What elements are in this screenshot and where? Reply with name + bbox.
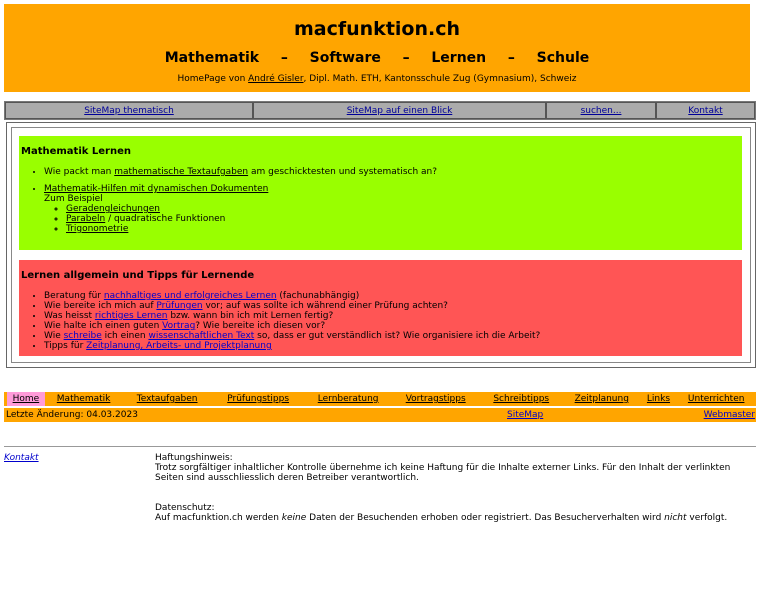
status-bar	[4, 408, 756, 422]
site-subtitle	[4, 74, 750, 84]
wissenschaftlicher-text-link[interactable]: wissenschaftlichen Text	[148, 331, 255, 341]
datenschutz-em-keine: keine	[281, 513, 307, 523]
example-list	[44, 204, 740, 234]
site-tagline: Mathematik – Software – Lernen – Schule	[164, 50, 590, 66]
parabeln-link[interactable]: Parabeln	[66, 214, 106, 224]
footer-contact-link[interactable]: Kontakt	[4, 453, 39, 463]
example-item-2	[66, 214, 740, 224]
textaufgaben-link[interactable]: mathematische Textaufgaben	[114, 167, 249, 177]
bottom-nav-pruefungstipps[interactable]: Prüfungstipps	[227, 394, 290, 404]
bottom-nav-vortragstipps[interactable]: Vortragstipps	[405, 394, 466, 404]
lernen-panel	[19, 260, 742, 356]
datenschutz-text	[155, 513, 735, 523]
top-navigation	[4, 101, 756, 120]
lernen-item-4-suffix: ? Wie bereite ich diesen vor?	[195, 321, 326, 331]
datenschutz-mid: Daten der Besuchenden erhoben oder registriert. Das Besucherverhalten wird	[306, 513, 665, 523]
datenschutz-em-nicht: nicht	[664, 513, 687, 523]
site-header	[4, 4, 750, 92]
bottom-navigation	[4, 392, 756, 406]
geradengleichungen-link[interactable]: Geradengleichungen	[66, 204, 160, 214]
sitemap-blick-link[interactable]: SiteMap auf einen Blick	[346, 105, 453, 116]
lernen-item-5-suffix: so, dass er gut verständlich ist? Wie organisiere ich die Arbeit?	[254, 331, 541, 341]
sitemap-thematisch-link[interactable]: SiteMap thematisch	[84, 105, 174, 116]
footer-divider	[4, 446, 756, 447]
bottom-nav-textaufgaben[interactable]: Textaufgaben	[136, 394, 198, 404]
pruefungen-link[interactable]: Prüfungen	[156, 301, 203, 311]
lernen-item-4-prefix: Wie halte ich einen guten	[44, 321, 163, 331]
lernen-item-5-prefix: Wie	[44, 331, 64, 341]
math-heading: Mathematik Lernen	[21, 146, 131, 157]
bottom-nav-home[interactable]: Home	[7, 392, 45, 406]
lernen-item-schreiben	[44, 331, 740, 341]
bottom-nav-lernberatung[interactable]: Lernberatung	[317, 394, 379, 404]
subtitle-suffix: , Dipl. Math. ETH, Kantonsschule Zug (Gymnasium), Schweiz	[303, 74, 577, 84]
lernen-item-5-mid: ich einen	[101, 331, 149, 341]
example-item-3	[66, 224, 740, 234]
topnav-cell-sitemap-blick	[253, 102, 546, 119]
math-list-hilfen	[21, 184, 740, 234]
lernen-item-beratung	[44, 291, 740, 301]
lernen-item-1-prefix: Beratung für	[44, 291, 104, 301]
lernen-item-pruefungen	[44, 301, 740, 311]
lernberatung-link[interactable]: nachhaltiges und erfolgreiches Lernen	[103, 291, 277, 301]
trigonometrie-link[interactable]: Trigonometrie	[66, 224, 129, 234]
lernen-item-2-suffix: vor; auf was sollte ich während einer Prüfung achten?	[202, 301, 448, 311]
example-item-1	[66, 204, 740, 214]
lernen-item-1-suffix: (fachunabhängig)	[276, 291, 360, 301]
topnav-cell-suchen	[546, 102, 656, 119]
lernen-item-3-suffix: bzw. wann bin ich mit Lernen fertig?	[167, 311, 334, 321]
datenschutz-prefix: Auf macfunktion.ch werden	[155, 513, 282, 523]
haftung-title: Haftungshinweis:	[155, 453, 233, 463]
math-list	[21, 167, 740, 177]
search-link[interactable]: suchen...	[580, 105, 622, 116]
lernen-item-richtig	[44, 311, 740, 321]
bottom-nav-zeitplanung[interactable]: Zeitplanung	[574, 394, 629, 404]
lernen-item-3-prefix: Was heisst	[44, 311, 95, 321]
haftung-text: Trotz sorgfältiger inhaltlicher Kontrolle übernehme ich keine Haftung für die Inhalte externer Links. Für den Inhalt der verlinkten Seiten sind ausschliesslich deren Betreiber verantwortlich.	[155, 463, 731, 483]
topnav-cell-sitemap-thematisch	[5, 102, 253, 119]
main-content-box	[6, 122, 756, 368]
status-sitemap-link[interactable]: SiteMap	[507, 410, 544, 420]
zeitplanung-link[interactable]: Zeitplanung, Arbeits- und Projektplanung	[86, 341, 272, 351]
webmaster-link[interactable]: Webmaster	[703, 410, 755, 420]
lernen-item-2-prefix: Wie bereite ich mich auf	[44, 301, 157, 311]
lernen-list	[21, 291, 740, 351]
lernen-item-vortrag	[44, 321, 740, 331]
bottom-nav-links[interactable]: Links	[646, 394, 671, 404]
richtiges-lernen-link[interactable]: richtiges Lernen	[94, 311, 168, 321]
math-question-suffix: am geschicktesten und systematisch an?	[248, 167, 438, 177]
contact-link[interactable]: Kontakt	[688, 105, 723, 116]
datenschutz-title: Datenschutz:	[155, 503, 215, 513]
bottom-nav-mathematik[interactable]: Mathematik	[56, 394, 111, 404]
math-item-hilfen	[44, 184, 740, 234]
vortrag-link[interactable]: Vortrag	[162, 321, 196, 331]
schreibe-link[interactable]: schreibe	[63, 331, 102, 341]
author-link[interactable]: André Gisler	[248, 74, 304, 84]
beispiel-label: Zum Beispiel	[44, 194, 103, 204]
lernen-item-6-prefix: Tipps für	[44, 341, 87, 351]
footer-text	[155, 453, 735, 523]
datenschutz-suffix: verfolgt.	[686, 513, 728, 523]
math-question-prefix: Wie packt man	[44, 167, 115, 177]
site-title: macfunktion.ch	[293, 18, 461, 40]
math-panel	[19, 136, 742, 250]
mathe-hilfen-link[interactable]: Mathematik-Hilfen mit dynamischen Dokumenten	[44, 184, 269, 194]
last-change: Letzte Änderung: 04.03.2023	[6, 410, 138, 420]
lernen-heading: Lernen allgemein und Tipps für Lernende	[21, 270, 255, 281]
math-item-textaufgaben	[44, 167, 740, 177]
topnav-cell-kontakt	[656, 102, 755, 119]
main-content-inner	[11, 127, 751, 363]
parabeln-suffix: / quadratische Funktionen	[105, 214, 226, 224]
lernen-item-zeitplanung	[44, 341, 740, 351]
subtitle-prefix: HomePage von	[177, 74, 249, 84]
bottom-nav-schreibtipps[interactable]: Schreibtipps	[493, 394, 550, 404]
bottom-nav-unterrichten[interactable]: Unterrichten	[687, 394, 745, 404]
